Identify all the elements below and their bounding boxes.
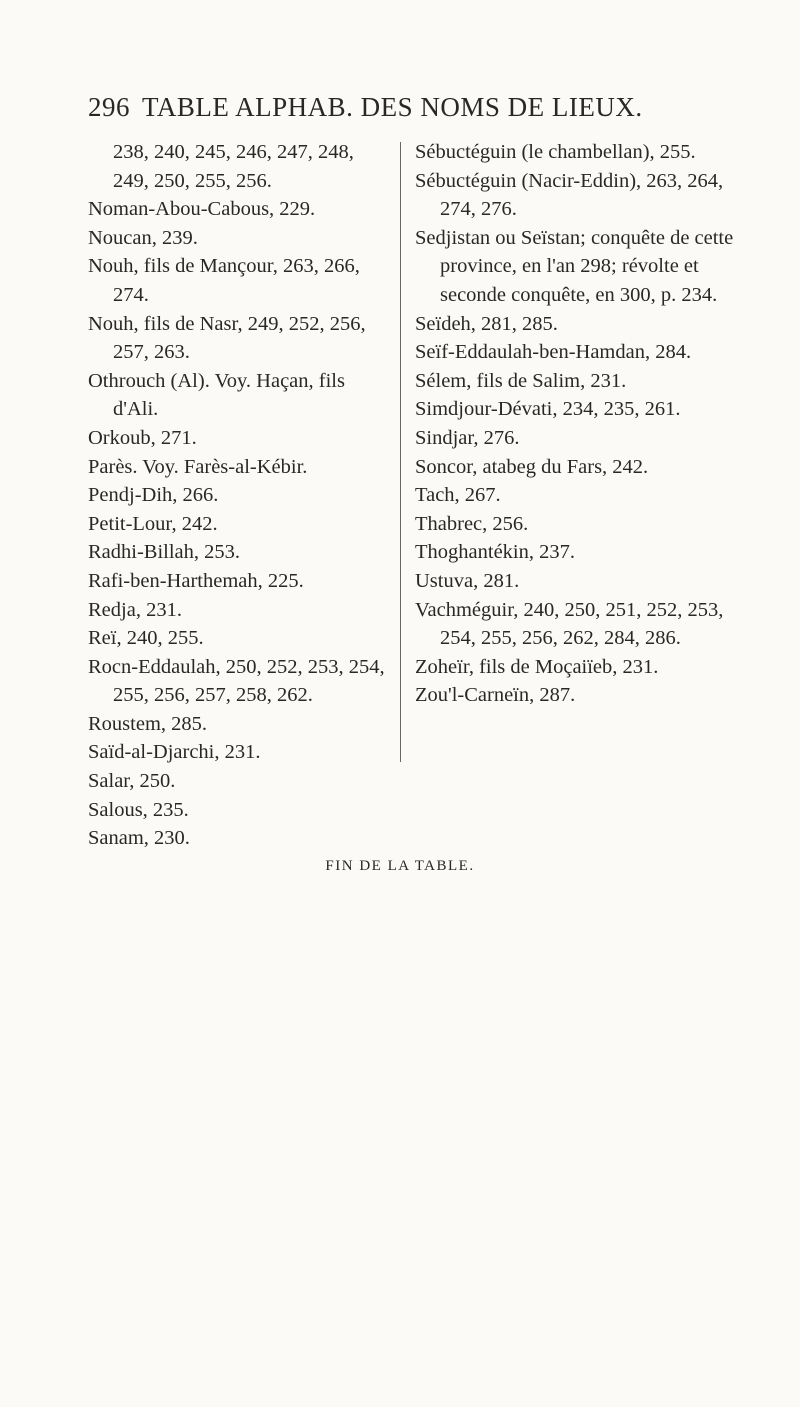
index-entry: Noman-Abou-Cabous, 229.	[88, 198, 316, 221]
page-header	[88, 92, 728, 123]
index-entry: Rocn-Eddaulah, 250, 252, 253, 254, 255, 256, 257, 258, 262.	[88, 655, 385, 707]
index-entry: Rafi-ben-Harthemah, 225.	[88, 569, 304, 592]
index-entry: Thoghantékin, 237.	[415, 541, 575, 564]
index-entry: Nouh, fils de Mançour, 263, 266, 274.	[88, 255, 360, 306]
index-entry: Simdjour-Dévati, 234, 235, 261.	[415, 398, 681, 421]
index-entry: Sanam, 230.	[88, 827, 190, 850]
index-entry: Parès. Voy. Farès-al-Kébir.	[88, 455, 308, 478]
index-entry: Roustem, 285.	[88, 712, 208, 735]
index-entry: Salous, 235.	[88, 798, 189, 821]
column-divider	[400, 142, 401, 762]
end-of-table-note: FIN DE LA TABLE.	[325, 858, 475, 874]
page-number: 296	[88, 92, 130, 122]
index-entry: Reï, 240, 255.	[88, 627, 204, 650]
index-entry: 238, 240, 245, 246, 247, 248, 249, 250, 255, 256.	[113, 141, 354, 192]
index-entry: Vachméguir, 240, 250, 251, 252, 253, 254, 255, 256, 262, 284, 286.	[415, 598, 724, 650]
index-entry: Tach, 267.	[415, 484, 501, 507]
index-column-right	[415, 138, 737, 710]
index-entry: Orkoub, 271.	[88, 426, 197, 449]
index-column-left	[88, 138, 390, 853]
index-entry: Sébuctéguin (Nacir-Eddin), 263, 264, 274, 276.	[415, 169, 724, 221]
index-entry: Zou'l-Carneïn, 287.	[415, 684, 576, 707]
index-entry: Soncor, atabeg du Fars, 242.	[415, 455, 649, 478]
index-entry: Petit-Lour, 242.	[88, 512, 218, 535]
index-entry: Sindjar, 276.	[415, 426, 520, 449]
running-title: TABLE ALPHAB. DES NOMS DE LIEUX.	[142, 92, 643, 122]
index-entry: Zoheïr, fils de Moçaiïeb, 231.	[415, 655, 659, 678]
index-entry: Noucan, 239.	[88, 226, 198, 249]
index-entry: Pendj-Dih, 266.	[88, 484, 219, 507]
index-entry: Nouh, fils de Nasr, 249, 252, 256, 257, 263.	[88, 312, 366, 364]
index-entry: Othrouch (Al). Voy. Haçan, fils d'Ali.	[88, 369, 345, 421]
index-entry: Salar, 250.	[88, 770, 176, 793]
index-entry: Thabrec, 256.	[415, 512, 529, 535]
index-entry: Seïf-Eddaulah-ben-Hamdan, 284.	[415, 341, 692, 364]
index-entry: Sébuctéguin (le chambellan), 255.	[415, 141, 696, 163]
index-entry: Radhi-Billah, 253.	[88, 541, 241, 564]
index-entry: Saïd-al-Djarchi, 231.	[88, 741, 261, 764]
index-entry: Redja, 231.	[88, 598, 182, 621]
index-entry: Ustuva, 281.	[415, 569, 520, 592]
index-entry: Seïdeh, 281, 285.	[415, 312, 558, 335]
index-entry: Sélem, fils de Salim, 231.	[415, 369, 627, 392]
index-entry: Sedjistan ou Seïstan; conquête de cette province, en l'an 298; révolte et seconde conquête, en 300, p. 234.	[415, 226, 734, 306]
